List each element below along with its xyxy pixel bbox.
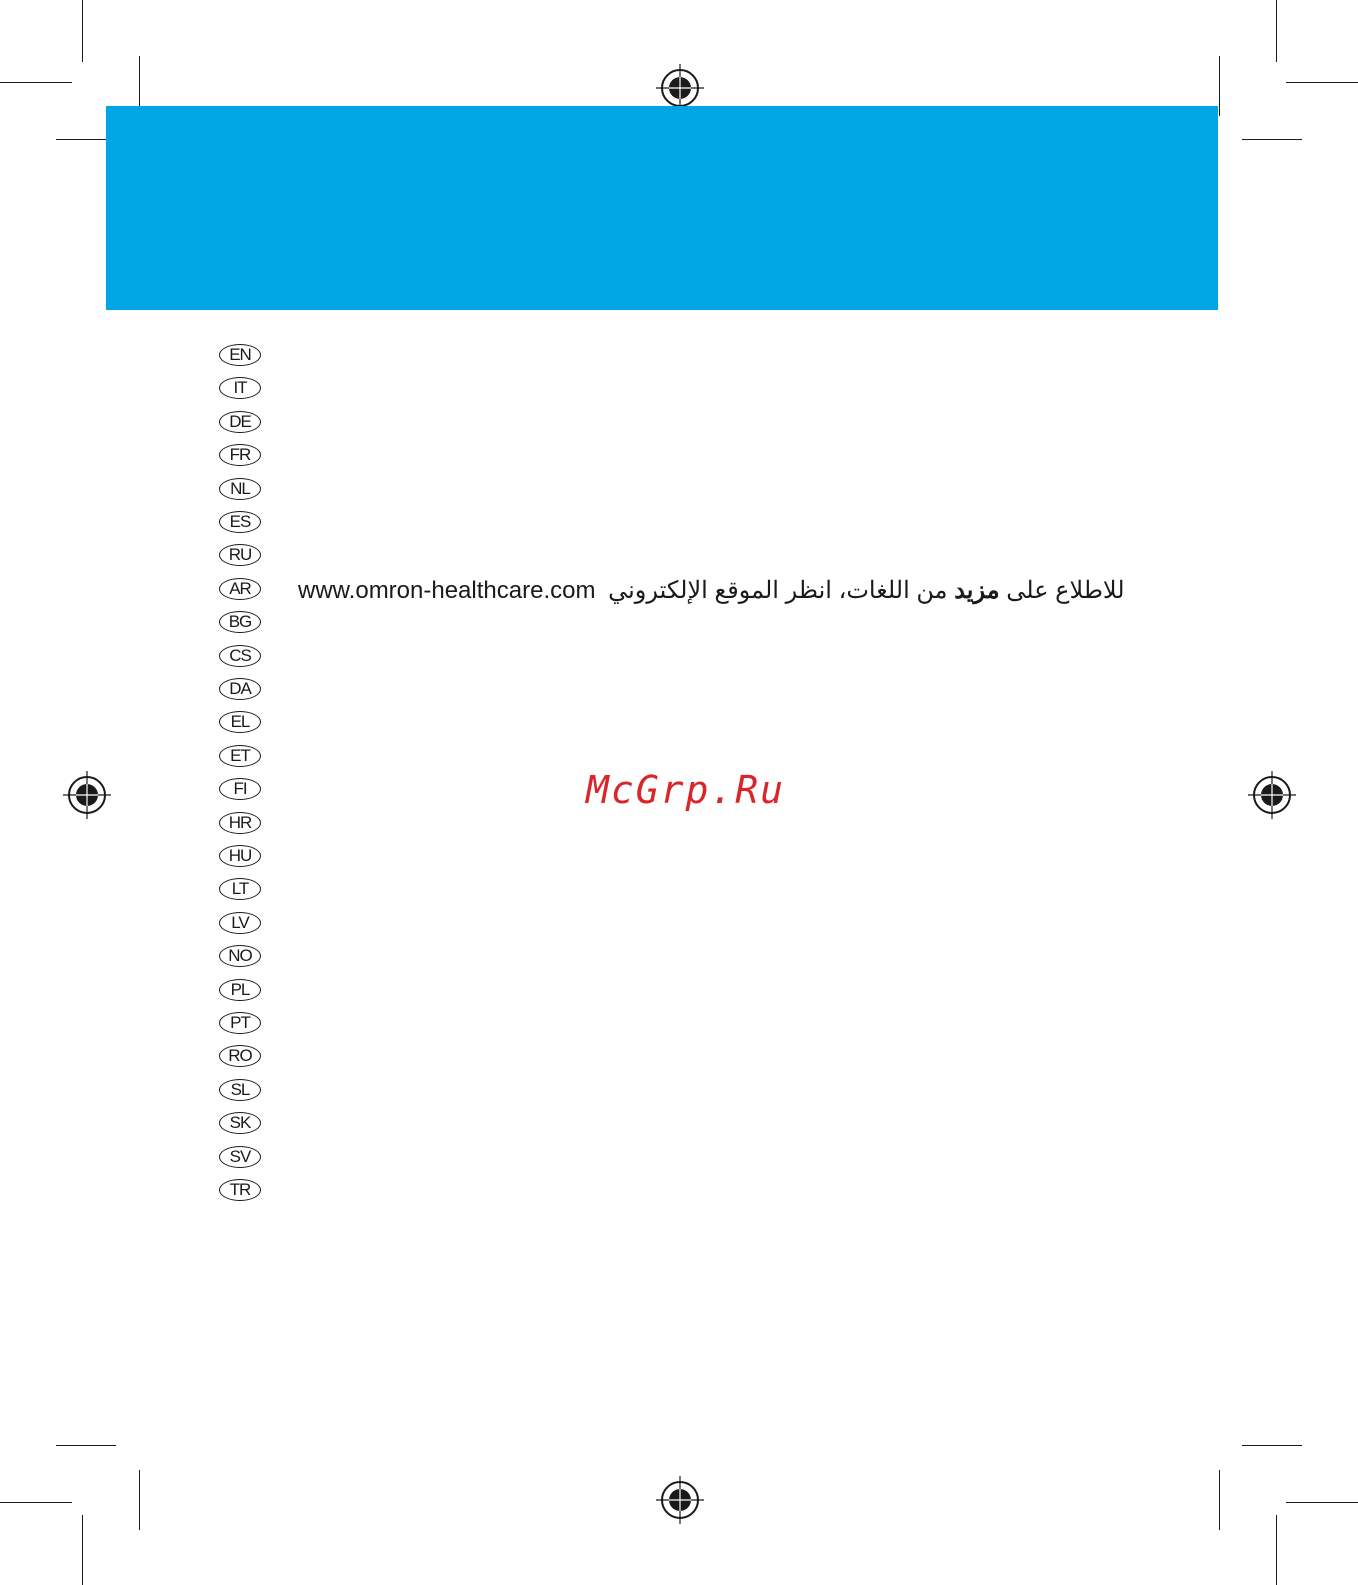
arabic-text-end: من اللغات، انظر الموقع الإلكتروني [608, 577, 955, 604]
language-code-da: DA [219, 678, 261, 700]
crop-mark [82, 0, 83, 62]
language-code-bg: BG [219, 611, 261, 633]
language-code-ar: AR [219, 578, 261, 600]
language-code-et: ET [219, 745, 261, 767]
crop-mark [0, 82, 72, 83]
crop-mark [1242, 139, 1302, 140]
arabic-note-text [608, 577, 1124, 604]
language-code-fr: FR [219, 444, 261, 466]
website-url[interactable]: www.omron-healthcare.com [298, 577, 596, 604]
registration-mark-icon [1248, 771, 1296, 819]
language-code-pt: PT [219, 1012, 261, 1034]
crop-mark [1286, 1502, 1358, 1503]
language-code-sl: SL [219, 1079, 261, 1101]
arabic-website-note [298, 573, 1140, 609]
registration-mark-icon [63, 771, 111, 819]
crop-mark [1276, 1515, 1277, 1585]
language-code-fi: FI [219, 778, 261, 800]
language-code-ro: RO [219, 1045, 261, 1067]
crop-mark [0, 1502, 72, 1503]
language-code-en: EN [219, 344, 261, 366]
language-code-tr: TR [219, 1179, 261, 1201]
registration-mark-icon [656, 64, 704, 112]
language-code-sk: SK [219, 1112, 261, 1134]
language-code-hu: HU [219, 845, 261, 867]
crop-mark [1242, 1445, 1302, 1446]
language-code-el: EL [219, 711, 261, 733]
crop-mark [139, 1470, 140, 1530]
language-code-lt: LT [219, 878, 261, 900]
crop-mark [56, 1445, 116, 1446]
language-code-pl: PL [219, 979, 261, 1001]
registration-mark-icon [656, 1476, 704, 1524]
crop-mark [82, 1515, 83, 1585]
language-code-ru: RU [219, 544, 261, 566]
arabic-text-start: للاطلاع على [999, 577, 1125, 604]
language-code-hr: HR [219, 812, 261, 834]
crop-mark [1219, 56, 1220, 116]
arabic-text-bold: مزيد [954, 577, 1000, 604]
crop-mark [1276, 0, 1277, 62]
language-code-lv: LV [219, 912, 261, 934]
crop-mark [1219, 1470, 1220, 1530]
language-code-cs: CS [219, 645, 261, 667]
language-code-de: DE [219, 411, 261, 433]
crop-mark [1286, 82, 1358, 83]
language-code-it: IT [219, 377, 261, 399]
language-code-sv: SV [219, 1146, 261, 1168]
watermark: McGrp.Ru [586, 768, 786, 812]
language-code-nl: NL [219, 478, 261, 500]
language-code-no: NO [219, 945, 261, 967]
blue-banner [106, 106, 1218, 310]
language-code-es: ES [219, 511, 261, 533]
